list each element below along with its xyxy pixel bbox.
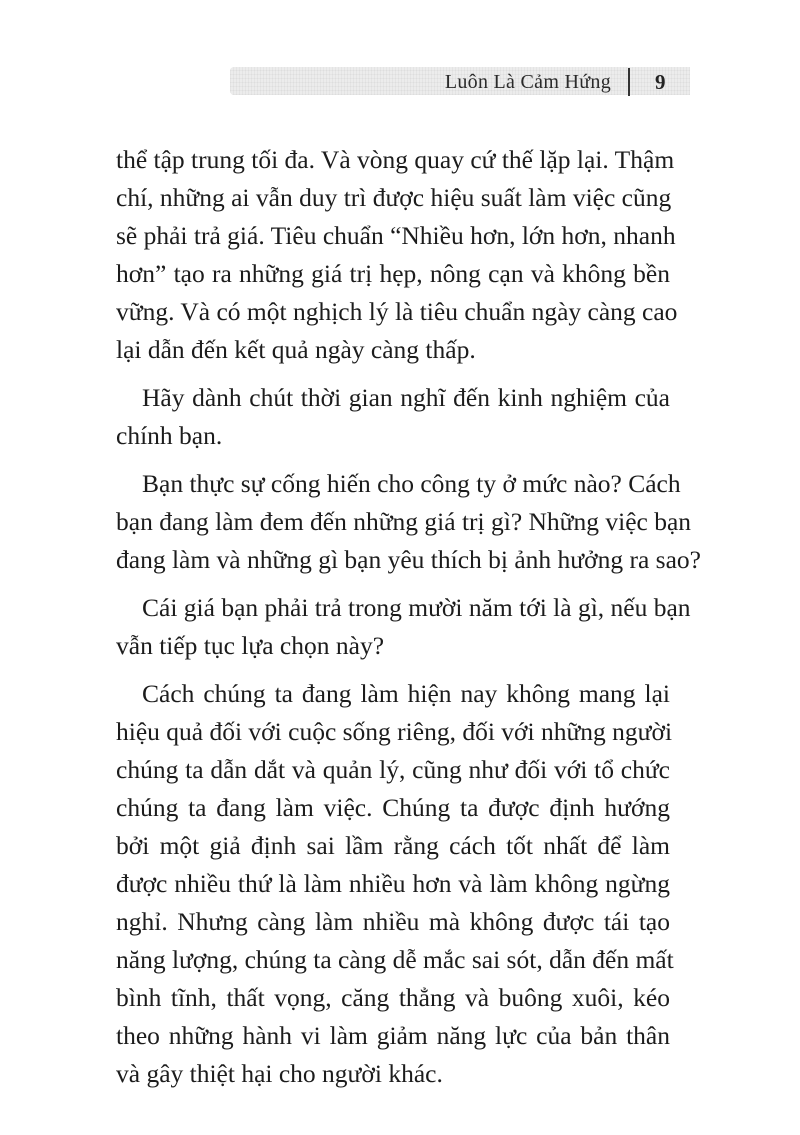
paragraph-1-line: vững. Và có một nghịch lý là tiêu chuẩn ngày càng cao <box>116 297 678 326</box>
paragraph-1-line: chí, những ai vẫn duy trì được hiệu suất làm việc cũng <box>116 183 672 212</box>
paragraph-1-line: thể tập trung tối đa. Và vòng quay cứ thế lặp lại. Thậm <box>116 145 675 174</box>
paragraph-1-line: lại dẫn đến kết quả ngày càng thấp. <box>116 335 476 364</box>
paragraph-5-line: được nhiều thứ là làm nhiều hơn và làm không ngừng <box>116 869 670 898</box>
paragraph-5-line: chúng ta dẫn dắt và quản lý, cũng như đối với tổ chức <box>116 755 670 784</box>
paragraph-4-line: vẫn tiếp tục lựa chọn này? <box>116 631 385 660</box>
paragraph-4-line: Cái giá bạn phải trả trong mười năm tới là gì, nếu bạn <box>142 593 691 622</box>
running-head-divider <box>628 68 630 96</box>
paragraph-5-line: nghỉ. Nhưng càng làm nhiều mà không được tái tạo <box>116 907 670 936</box>
paragraph-5-line: bởi một giả định sai lầm rằng cách tốt nhất để làm <box>116 831 670 860</box>
paragraph-3-line: Bạn thực sự cống hiến cho công ty ở mức nào? Cách <box>142 469 681 498</box>
paragraph-2-line: chính bạn. <box>116 421 223 450</box>
paragraph-5-line: bình tĩnh, thất vọng, căng thẳng và buông xuôi, kéo <box>116 983 670 1012</box>
running-head-title: Luôn Là Cảm Hứng <box>444 71 611 93</box>
paragraph-2-line: Hãy dành chút thời gian nghĩ đến kinh nghiệm của <box>142 383 670 412</box>
paragraph-5-line: Cách chúng ta đang làm hiện nay không mang lại <box>142 679 670 708</box>
paragraph-3-line: đang làm và những gì bạn yêu thích bị ảnh hưởng ra sao? <box>116 545 701 574</box>
paragraph-3-line: bạn đang làm đem đến những giá trị gì? Những việc bạn <box>116 507 692 536</box>
paragraph-1-line: sẽ phải trả giá. Tiêu chuẩn “Nhiều hơn, lớn hơn, nhanh <box>116 221 676 250</box>
paragraph-5-line: năng lượng, chúng ta càng dễ mắc sai sót, dẫn đến mất <box>116 945 674 974</box>
paragraph-5-line: chúng ta đang làm việc. Chúng ta được định hướng <box>116 793 670 822</box>
paragraph-5-line: và gây thiệt hại cho người khác. <box>116 1059 443 1088</box>
paragraph-5-line: hiệu quả đối với cuộc sống riêng, đối với những người <box>116 717 673 746</box>
page-number: 9 <box>655 70 666 94</box>
paragraph-5-line: theo những hành vi làm giảm năng lực của bản thân <box>116 1021 670 1050</box>
paragraph-1-line: hơn” tạo ra những giá trị hẹp, nông cạn và không bền <box>116 259 670 288</box>
running-head-bar <box>230 67 690 95</box>
